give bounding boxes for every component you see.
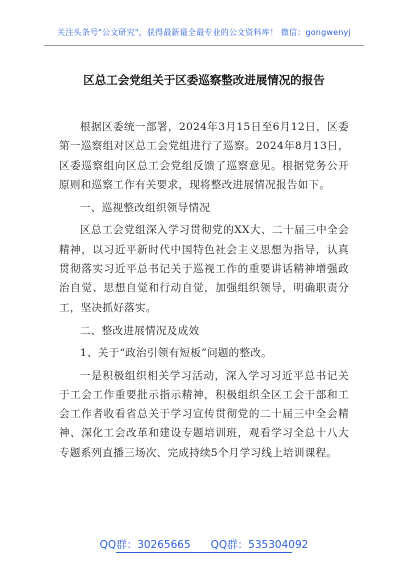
footer-contact — [0, 537, 408, 552]
paragraph-measures: 一是积极组织相关学习活动，深入学习习近平总书记关于工会工作重要批示指示精神，积极组织全区工会干部和工会工作者收看省总关于学习宣传贯彻党的二十届三中全会精神、深化工会改革和建设专题培训班，观看学习全总十八大专题系列直播三场次、完成持续5个月学习线上培训课程。 — [59, 369, 349, 459]
header-divider — [44, 45, 364, 46]
subsection-heading-1: 1、关于“政治引领有短板”问题的整改。 — [80, 347, 273, 360]
document-title: 区总工会党组关于区委巡察整改进展情况的报告 — [83, 73, 325, 87]
section-heading-1: 一、巡视整改组织领导情况 — [80, 202, 211, 215]
footer-qq-group-2: QQ群：535304092 — [210, 539, 309, 551]
section-heading-2: 二、整改进展情况及成效 — [80, 324, 200, 337]
paragraph-intro: 根据区委统一部署，2024年3月15日至6月12日，区委第一巡察组对区总工会党组进行了巡察。2024年8月13日，区委巡察组向区总工会党组反馈了巡察意见。根据党务公开原则和巡察工作有关要求，现将整改进展情况报告如下。 — [59, 121, 349, 191]
paragraph-leadership: 区总工会党组深入学习贯彻党的XX大、二十届三中全会精神，以习近平新时代中国特色社会主义思想为指导，认真贯彻落实习近平总书记关于巡视工作的重要讲话精神增强政治自觉、思想自觉和行动自觉，加强组织领导，明确职责分工，坚决抓好落实。 — [59, 224, 349, 314]
footer-qq-group-1: QQ群：30265665 — [99, 539, 191, 551]
footer-underline — [116, 552, 292, 553]
header-note: 关注头条号"公文研究"，获得最新最全最专业的公文资料库！ 微信：gongwenyj — [57, 28, 351, 37]
document-body — [59, 118, 349, 467]
